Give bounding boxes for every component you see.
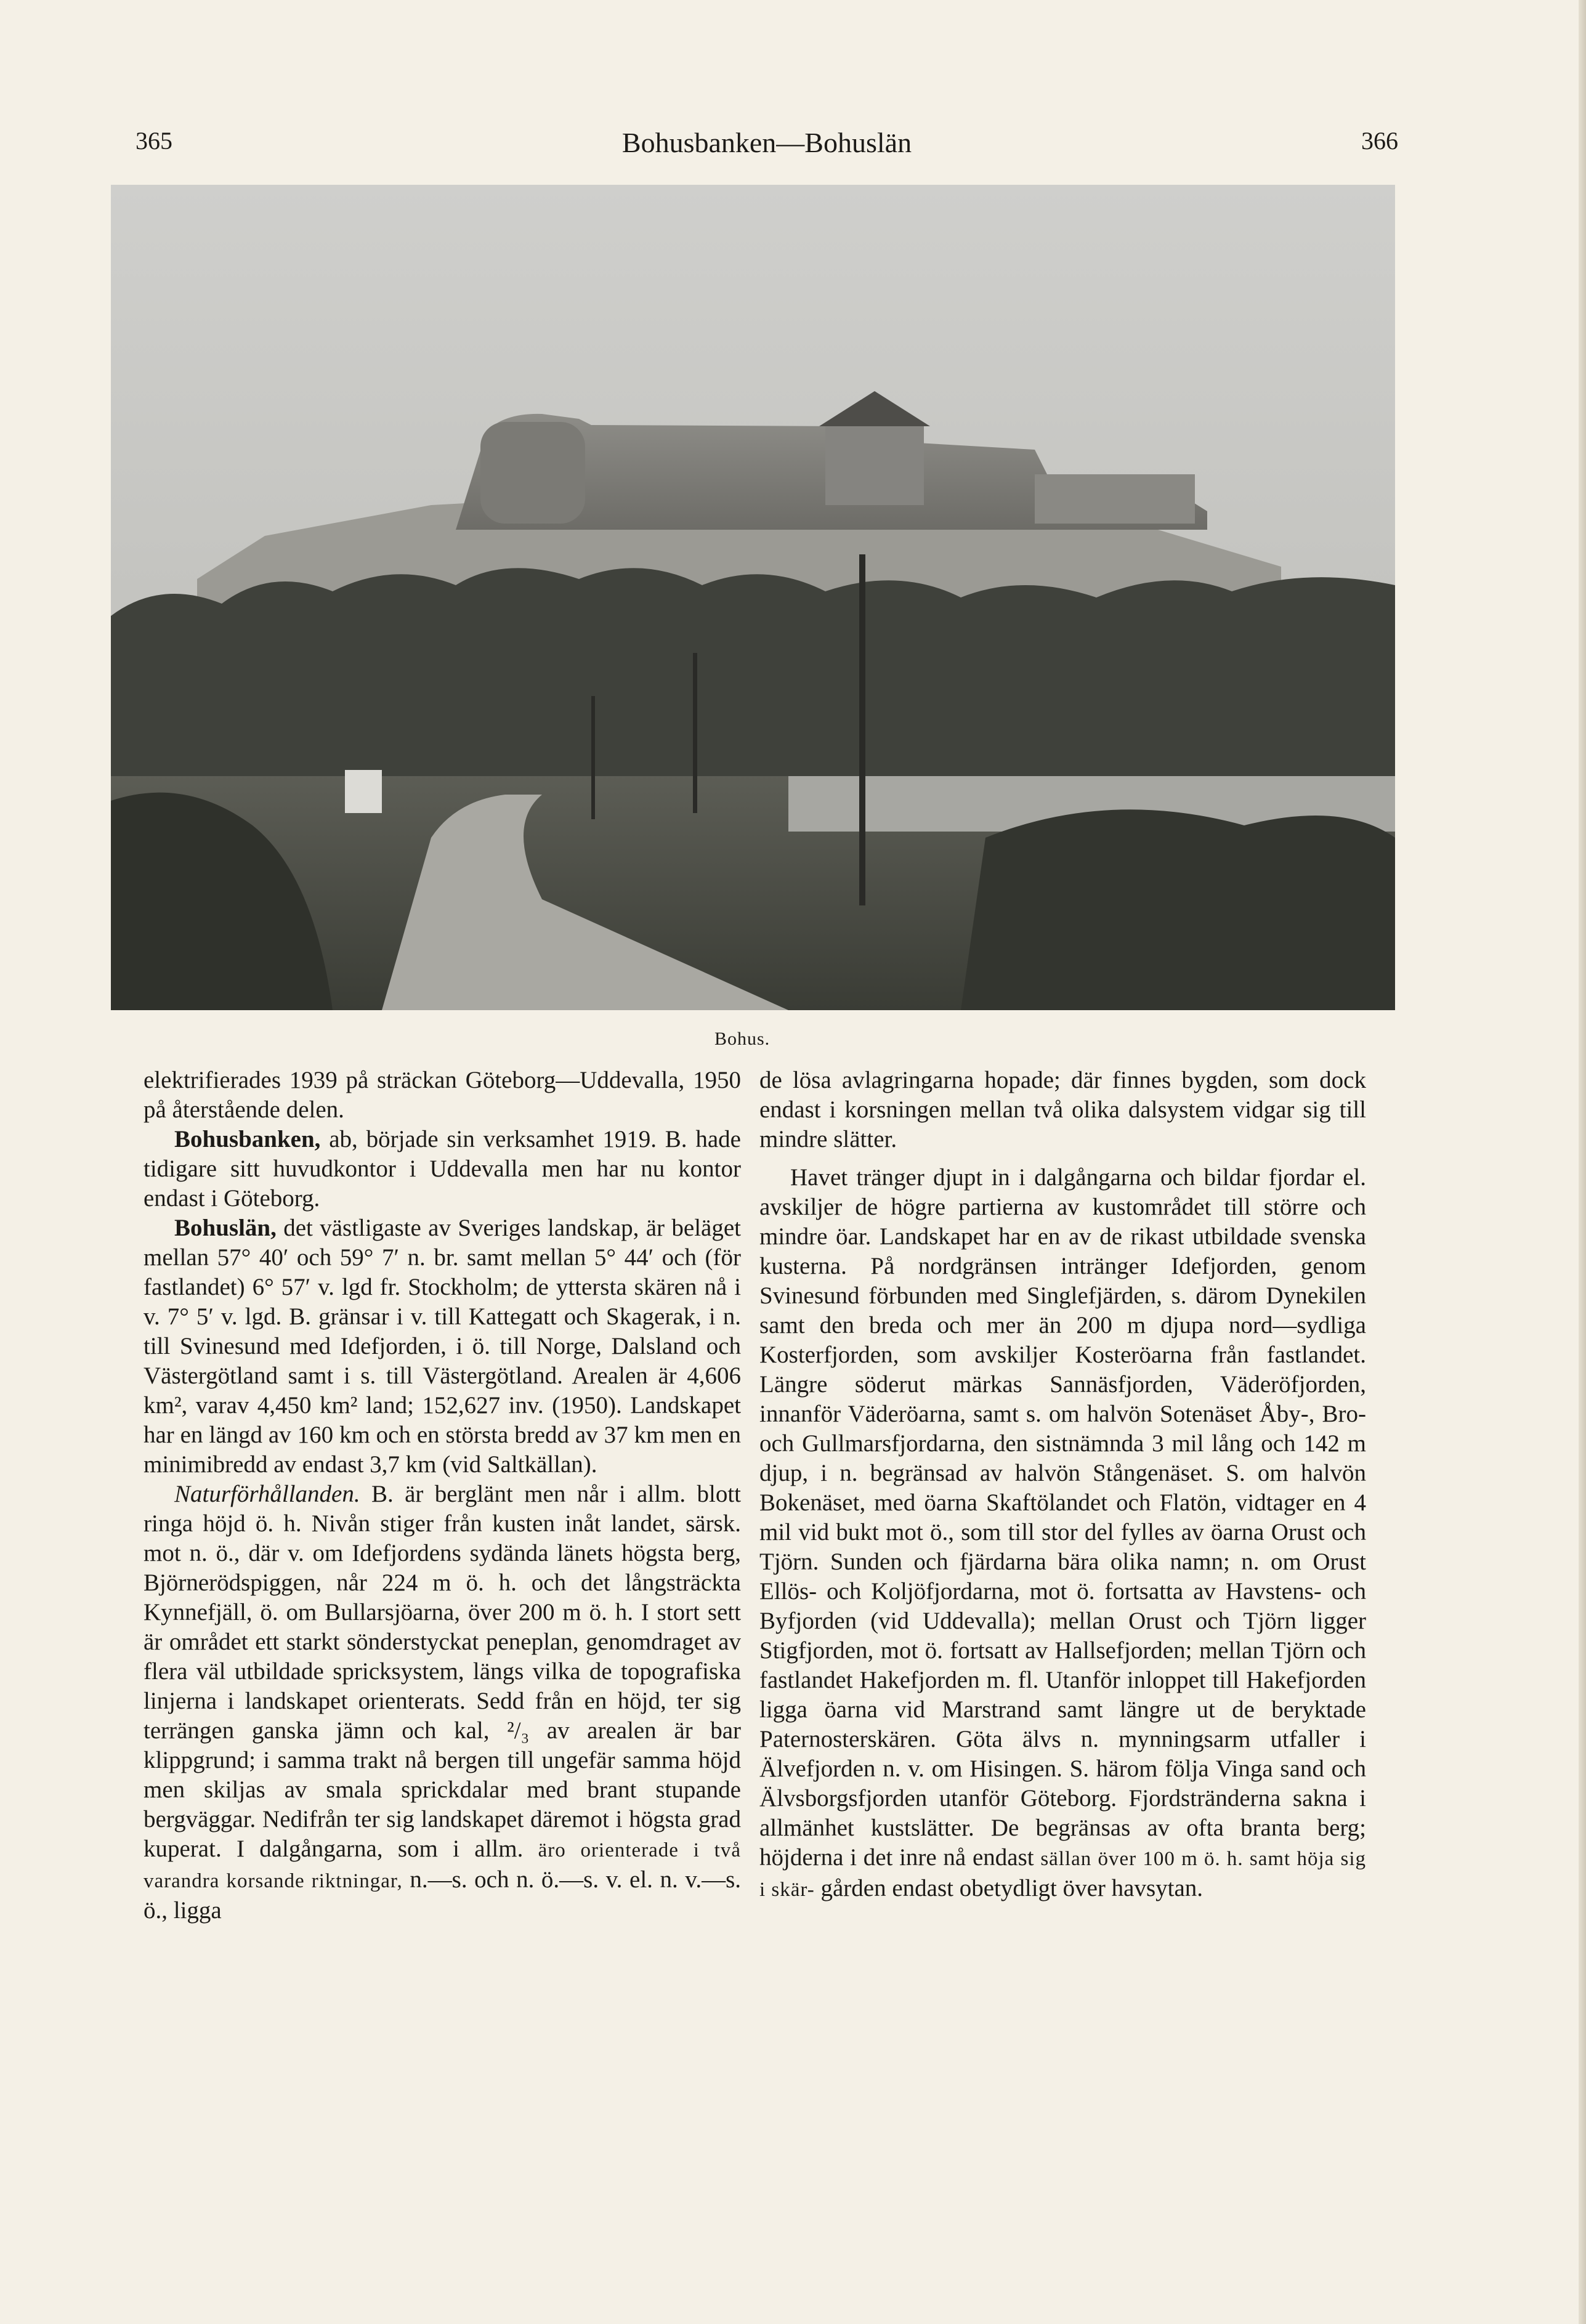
entry-heading: Bohuslän,	[174, 1215, 277, 1241]
entry-text: n.—s. och n. ö.—s. v. el. n. v.—s. ö., ligga	[144, 1866, 742, 1924]
fortress-east-wing	[1035, 474, 1195, 524]
round-tower-left	[480, 422, 585, 524]
page-number-left: 365	[136, 127, 172, 155]
bohus-fortress-photo	[111, 185, 1395, 1010]
entry-text: Havet tränger djupt in i dalgångarna och bildar fjordar el. avskiljer de högre partierna av kustområdet till större och mindre öar. Landskapet har en av de rikast utbildade svenska kusterna. På nordgränsen intränger Idefjorden, genom Svinesund förbunden med Singlefjärden, s. därom Dynekilen samt den breda och mer än 200 m djupa nord—sydliga Kosterfjorden, som avskiljer Kosteröarna från fastlandet. Längre söderut märkas Sannäsfjorden, Väderöfjorden, innanför Väderöarna, samt s. om halvön Sotenäset Åby-, Bro- och Gullmarsfjordarna, den sistnämnda 3 mil lång och 142 m djup, i n. begränsad av halvön Stångenäset. S. om halvön Bokenäset, med öarna Skaftölandet och Flatön, vidtager en 4 mil vid bukt mot ö., som till stor del fylles av öarna Orust och Tjörn. Sunden och fjärdarna bära olika namn; n. om Orust Ellös- och Koljöfjordarna, mot ö. fortsatta av Havstens- och Byfjorden (vid Uddevalla); mellan Orust och Tjörn ligger Stigfjorden, mot ö. fortsatt av Hallsefjorden; mellan Tjörn och fastlandet Hakefjorden m. fl. Utanför inloppet till Hakefjorden ligga öarna vid Marstrand samt längre ut de beryktade Paternosterskären. Göta älvs n. mynningsarm utfaller i Älvefjorden n. v. om Hisingen. S. härom följa Vinga sand och Älvsborgsfjorden utanför Göteborg. Fjordstränderna sakna i allmänhet kustslätter. De begränsas av ofta branta berg; höjderna i det inre nå endast	[759, 1164, 1366, 1871]
utility-pole-distant	[693, 653, 697, 813]
entry-text: det västligaste av Sveriges landskap, är beläget mellan 57° 40′ och 59° 7′ n. br. samt mellan 5° 44′ och (för fastlandet) 6° 57′ v. lgd fr. Stockholm; de yttersta skären nå i v. 7° 5′ v. lgd. B. gränsar i v. till Kattegatt och Skagerak, i n. till Svinesund med Idefjorden, i ö. till Norge, Dalsland och Västergötland samt i s. till Västergötland. Arealen är 4,606 km², varav 4,450 km² land; 152,627 inv. (1950). Landskapet har en längd av 160 km och en största bredd av 37 km men en minimibredd av endast 3,7 km (vid Saltkällan).	[144, 1215, 741, 1478]
utility-pole-far	[591, 696, 595, 819]
entry-text: B. är berglänt men når i allm. blott ringa höjd ö. h. Nivån stiger från kusten inåt landet, särsk. mot n. ö., där v. om Idefjordens sydända länets högsta berg, Björnerödspiggen, når 224 m ö. h. och det långsträckta Kynnefjäll, ö. om Bullarsjöarna, över 200 m ö. h. I stort sett är området ett starkt sönderstyckat peneplan, genomdraget av flera väl utbildade spricksystem, längs vilka de topografiska linjerna i landskapet orienterats. Sedd från en höjd, ter sig terrängen ganska jämn och kal, ²/₃ av arealen är bar klippgrund; i samma trakt nå bergen till ungefär samma höjd men skiljas av smala sprickdalar med brant stupande bergväggar. Nedifrån ter sig landskapet däremot i högsta grad kuperat. I dalgångarna, som i allm.	[144, 1481, 741, 1862]
tree-line	[111, 568, 1395, 788]
running-title: Bohusbanken—Bohuslän	[621, 127, 912, 158]
left-column	[144, 1066, 741, 1925]
entry-text-small: äro orienterade i två varandra korsande riktningar,	[144, 1839, 741, 1892]
entry-heading: Bohusbanken,	[174, 1126, 321, 1152]
entry-text-small: sällan över 100 m ö. h. samt höja sig i skär-	[759, 1848, 1366, 1901]
paragraph: elektrifierades 1939 på sträckan Göteborg—Uddevalla, 1950 på återstående delen.	[144, 1067, 741, 1123]
photo-illustration	[111, 185, 1395, 1010]
utility-pole	[859, 554, 865, 905]
section-heading: Naturförhållanden.	[174, 1481, 360, 1507]
paragraph	[759, 1163, 1366, 1905]
paragraph	[144, 1480, 741, 1925]
entry-text: gården endast obetydligt över havsytan.	[820, 1875, 1204, 1901]
right-column	[759, 1066, 1366, 1905]
page-edge	[1579, 0, 1586, 2324]
foreground-bushes-right	[961, 809, 1395, 1010]
page-header	[136, 126, 1398, 169]
entry-text: ab, började sin verksamhet 1919. B. hade tidigare sitt huvudkontor i Uddevalla men har nu kontor endast i Göteborg.	[144, 1126, 741, 1212]
paragraph	[144, 1213, 741, 1480]
small-building	[345, 770, 382, 813]
photo-caption: Bohus.	[714, 1029, 771, 1049]
paragraph: de lösa avlagringarna hopade; där finnes bygden, som dock endast i korsningen mellan två olika dalsystem vidgar sig till mindre slätter.	[759, 1067, 1366, 1152]
page-number-right: 366	[1361, 127, 1398, 155]
round-tower-center	[825, 425, 924, 505]
paragraph	[144, 1125, 741, 1213]
